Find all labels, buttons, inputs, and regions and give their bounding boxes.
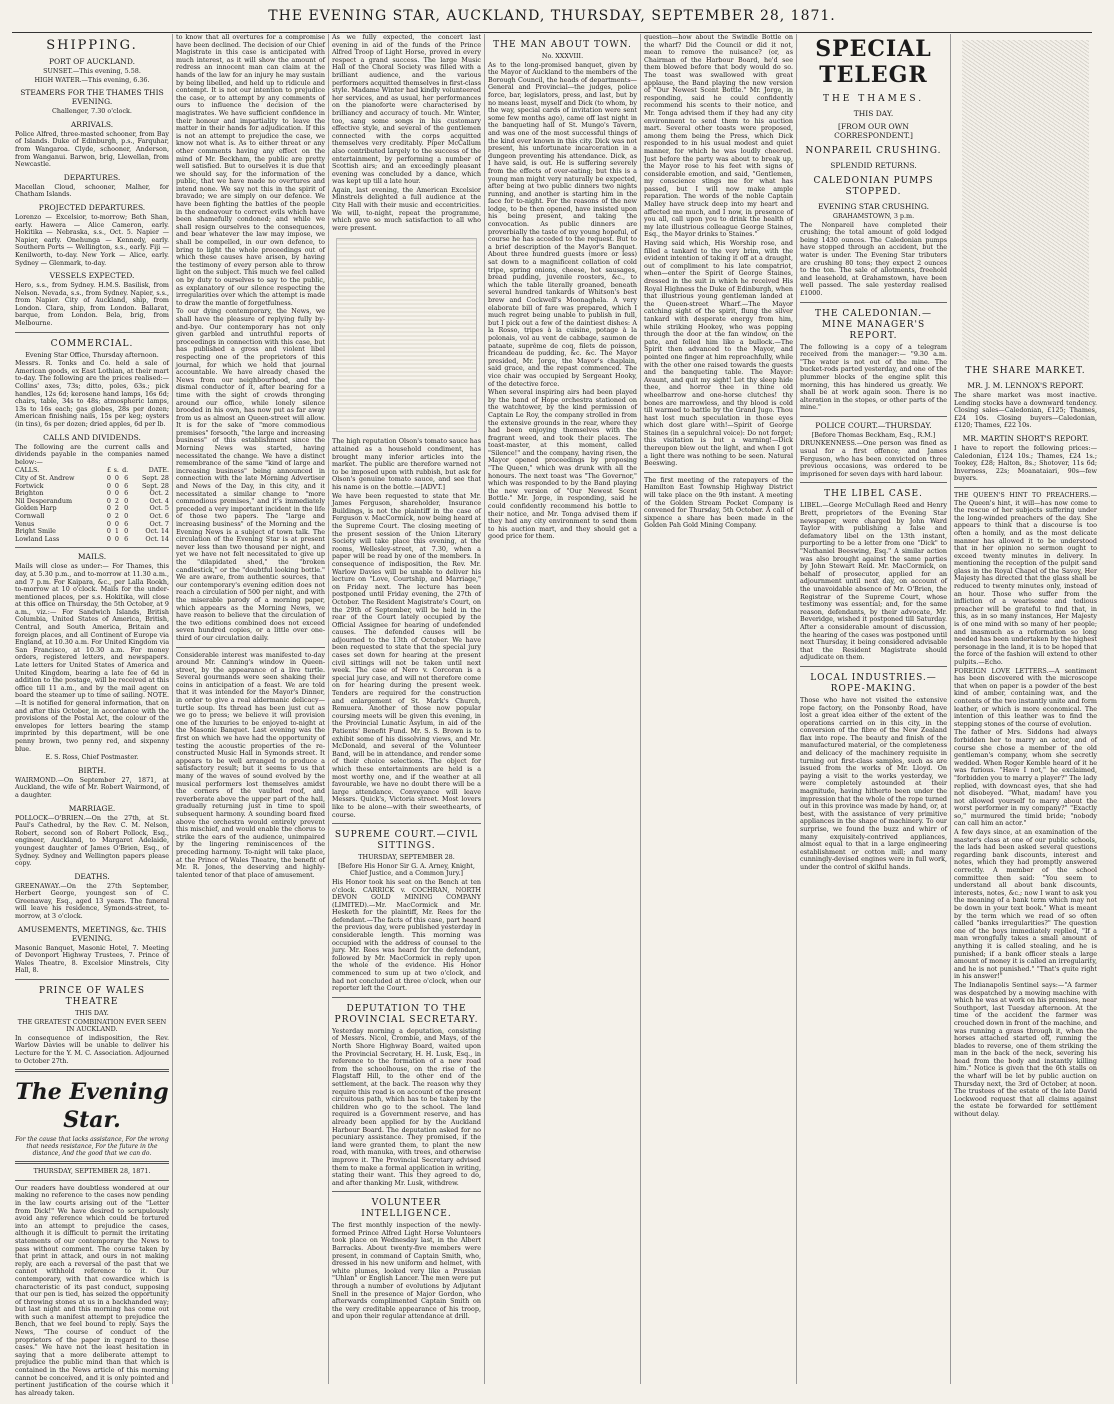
calls-cell: 0 <box>106 481 111 490</box>
high-water: HIGH WATER.—This evening, 6.36. <box>34 75 150 84</box>
calls-col: CALLS. <box>15 466 40 475</box>
headline-caledonian: CALEDONIAN PUMPS STOPPED. <box>813 176 934 197</box>
divider <box>800 482 947 483</box>
departures-heading: DEPARTURES. <box>63 172 121 182</box>
thames-heading: THE THAMES. <box>822 94 925 104</box>
telegram-dateline: GRAHAMSTOWN, 3 p.m. <box>832 212 915 220</box>
paper-name: The Evening Star. <box>15 1079 169 1134</box>
calls-cell: 0 <box>106 519 111 528</box>
siddons-text: The father of Mrs. Siddons had always forbidden her to marry an actor, and of course she chose a member of the old gentleman's company, whom she secretly wedded. When Roger Kemble heard of it he was furious. "Have I not," he exclaimed, "forbidden you to marry a player?" The lady replied, with downcast eyes, that she had not disobeyed. "What, madam! have you not allowed yourself to marry about the worst performer in my company?" "Exactly so," murmured the timid bride; "nobody can call him an actor." <box>954 728 1097 828</box>
commercial-heading: COMMERCIAL. <box>50 338 134 349</box>
leader-text: Our readers have doubtless wondered at our making no reference to the cases now pending in the law courts arising out of the "Letter from Dick!" We have desired to scrupulously avoid any reference which could be tortured into an attempt to prejudice the cases, although it is difficult to permit the irritating statements of our contemporary the News to pass without comment. The course taken by that print in attack, and ours in not making reply, are each a reversal of the past that we cannot withhold reference to it. Our contemporary, with that cowardice which is characteristic of its past conduct, supposing that our pen is tied, has seized the opportunity of throwing stones at us in a backhanded way; but last night and this morning has come out with such a manifest attempt to prejudice the Bench, that we feel bound to reply. Says the News, "The course of conduct of the proprietors of the paper in regard to these cases." We have not the least hesitation in saying that a more deliberate attempt to prejudice the public mind than that which is contained in the News article of this morning cannot be conceived, and it is only pointed and pertinent justification of the course which it has already taken. <box>15 1183 169 1397</box>
calls-body <box>15 475 169 543</box>
divider <box>332 823 481 824</box>
divider <box>176 647 325 648</box>
calls-cell: 0 <box>106 511 111 520</box>
calls-cell: Brighton <box>15 489 44 498</box>
man-about-town-cont-b: Having said which, His Worship rose, and filled a tankard to the very brim, with the evident intention of taking it off at a draught, out of compliment to his late compatriot, when—enter the Spirit of George Staines, dressed in the suit in which he received His Royal Highness the Duke of Edinburgh, when that illustrious young gentleman landed at the Queen-street Wharf.—The Mayor catching sight of the spirit, flung the silver tankard with desperate energy from him, while striking Hookey, who was popping through the door at the fan window, on the pate, and felled him like a bullock.—The Spirit then advanced to the Mayor, and pointed one finger at him reproachfully, while with the other one raised towards the guests and the banqueting table. The Mayor: Avaunt, and quit my sight! Let thy sleep hide thee, and horror thee in thine old wheelbarrow and one-horse clutches! thy bones are marrowless, and thy blood is cold till warmed to battle by the Grand Jugo. Thou hast lost much speculation in those eyes which dost glare with!—Spirit of George Staines (in a sepulchral voice): Do not forget; this visitation is but a warning!—Dick thereupon blew out the light, and when I got a light there was nothing to be seen. Natural Beeswing. <box>644 239 793 468</box>
theatre-heading: PRINCE OF WALES THEATRE <box>38 986 146 1008</box>
this-day: THIS DAY. <box>853 109 894 118</box>
birth-heading: BIRTH. <box>78 765 106 775</box>
calls-cell: 6 <box>124 489 129 498</box>
calls-row <box>15 513 169 521</box>
commercial-sub: Evening Star Office, Thursday afternoon. <box>25 350 159 359</box>
theatre-sub: THE GREATEST COMBINATION EVER SEEN IN AUCKLAND. <box>17 1017 167 1034</box>
divider <box>644 472 793 473</box>
projected-heading: PROJECTED DEPARTURES. <box>38 202 146 212</box>
calls-cell: 0 <box>114 489 119 498</box>
court-heading: SUPREME COURT.—CIVIL SITTINGS. <box>334 830 479 852</box>
volunteer-heading: VOLUNTEER INTELLIGENCE. <box>361 1198 452 1220</box>
calls-cell: 0 <box>114 473 119 482</box>
column-5 <box>640 34 796 1384</box>
calls-cell: 0 <box>124 527 129 536</box>
column-3 <box>328 34 484 1384</box>
calls-cell: Nil Desperandum <box>15 496 73 505</box>
calls-cell: 2 <box>114 511 119 520</box>
calls-cell: Oct. 6 <box>149 511 169 520</box>
police-text: DRUNKENNESS.—One person was fined as usual for a first offence; and James Ferguson, who has been convicted on three previous occasions, was ordered to be imprisoned for seven days with hard labour. <box>800 439 947 478</box>
arrivals-heading: ARRIVALS. <box>70 119 114 129</box>
column-2 <box>172 34 328 1384</box>
man-about-town-number: No. XXXVIII. <box>541 52 584 60</box>
deputation-heading: DEPUTATION TO THE PROVINCIAL SECRETARY. <box>334 1003 479 1025</box>
amusements-heading: AMUSEMENTS, MEETINGS, &c. THIS EVENING. <box>17 924 167 943</box>
calls-cell: 6 <box>124 519 129 528</box>
libel-heading: THE LIBEL CASE. <box>824 489 923 500</box>
projected-text: Lorenzo — Excelsior, to-morrow; Beth Shan, early. Hawera — Alice Cameron, early. Hokitika — Nebraska, s.s., Oct. 5. Napier — Napier, early. Onehunga — Kennedy, early. Southern Ports — Wellington, s.s., early. Fiji — Kenilworth, to-day. New York — Alice, early. Sydney — Glenmark, to-day. <box>15 212 169 267</box>
calls-col: DATE. <box>148 466 169 475</box>
divider <box>954 487 1097 488</box>
calls-text: The following are the current calls and dividends payable in the companies named below:— <box>15 442 169 466</box>
theatre-day: THIS DAY. <box>75 1009 109 1018</box>
mails-heading: MAILS. <box>77 552 107 562</box>
deaths-text: GREENAWAY.—On the 27th September, Herbert George, youngest son of C. Greenaway, Esq., aged 13 years. The funeral will leave his residence, Symonds-street, to-morrow, at 3 o'clock. <box>15 881 169 921</box>
telegram-text: The Nonpareil have completed their crushing; the total amount of gold lodged being 1430 ounces. The Caledonian pumps have stopped through an accident, but the water is under. The Evening Star tributers are crushing 80 tons; they expect 2 ounces to the ton. The sale of allotments, freehold and leasehold, at Grahamstown, have been well passed. The sale yesterday realised £1000. <box>800 220 947 297</box>
calls-cell: 1 <box>114 527 119 536</box>
mails-text: Mails will close as under:— For Thames, this day, at 5.30 p.m., and to-morrow at 11.30 a.m., and 7 p.m. For Kaipara, &c., per Lalla Rookh, to-morrow at 10 o'clock. Mails for the under-mentioned places, per s.s. Hokitika, will close at this office on Thursday, the 5th October, at 9 a.m., viz.:— For Sandwich Islands, British Columbia, United States of America, British, Central, and South America, Britain and foreign places, and all Continent of Europe via England, at 10.30 a.m. For United Kingdom via San Francisco, at 10.30 a.m. For money orders, registered letters, and newspapers. Late letters for United States of America and United Kingdom, bearing a late fee of 6d in addition to the postage, will be received at this office till 11 a.m., and by the mail agent on board the steamer up to time of sailing. NOTE.—It is notified for general information, that on and after this October, in accordance with the provisions of the Postal Act, the colour of the envelopes for letters bearing the stamp imprinted by this department, will be one penny brown, two penny red, and sixpenny blue. <box>15 562 169 753</box>
calls-cell: 6 <box>124 481 129 490</box>
caledonian-text: The following is a copy of a telegram received from the manager:— "9.30 a.m. "The water is not out of the mine. The bucket-rods parted yesterday, and one of the plummer blocks of the engine split this morning, this has hindered us greatly. We shall be at work again soon. There is no alteration in the stopes, or other parts of the mine." <box>800 342 947 412</box>
concert-text: As we fully expected, the concert last evening in aid of the funds of the Prince Alfred Troop of Light Horse, proved in every respect a grand success. The large Music Hall of the Choral Society was filled with a brilliant audience, and the various performers acquitted themselves in first-class style. Madame Winter had kindly volunteered her services, and as usual, her performances on the pianoforte were characterised by brilliancy and accuracy of touch. Mr. Winter, too, sang some songs in his customary effective style, and several of the gentlemen connected with the corps acquitted themselves very creditably. Piper McCallum also contributed largely to the success of the entertainment, by performing a number of Scottish airs; and an exceedingly pleasant evening was concluded by a dance, which was kept up till a late hour. <box>332 33 481 186</box>
calls-table <box>15 467 169 543</box>
queens-hint-text: THE QUEEN'S HINT TO PREACHERS.—The Queen's hint, it will—has now come to the rescue of her subjects suffering under the long-winded preachers of the day. She appears to think that a discourse is too often a homily, and as the most delicate manner has allowed it to be understood that in her opinion no sermon ought to exceed twenty minutes in delivery. In mentioning the reception of the pulpit sand glass in the Royal Chapel of the Savoy, Her Majesty has directed that the glass shall be reduced to twenty minutes only, instead of an hour. Those who suffer from the infliction of a wearisome and tedious preacher will be grateful to find that, in this, as in so many instances, Her Majesty is of one mind with so many of her people; and inasmuch as a reformation so long needed has been undertaken by the highest personage in the land, it is to be hoped that the force of the fashion will extend to other pulpits.—Echo. <box>954 490 1097 666</box>
marriage-text: POLLOCK—O'BRIEN.—On the 27th, at St. Paul's Cathedral, by the Rev. C. M. Nelson, Robert, second son of Robert Pollock, Esq., engineer, Auckland, to Margaret Adelaide, youngest daughter of James O'Brien, Esq., of Sydney. Sydney and Wellington papers please copy. <box>15 813 169 868</box>
correspondent: [FROM OUR OWN CORRESPONDENT.] <box>834 122 913 140</box>
man-about-town-text-a: As to the long-promised banquet, given by the Mayor of Auckland to the members of the Borough Council, the heads of departments—General and Provincial—the judges, police force, bar, legislators, press, and last, but by no means least, myself and Dick (to whom, by the way, special cards of invitation were sent some few months ago), came off last night in the banqueting hall of St. Mungo's Tavern, and was one of the most successful things of the kind ever known in this city. Dick was not present, his unfortunate incarceration in a dungeon preventing his attendance. Dick, as I have said, is out. He is suffering severely from the effects of over-eating; but this is a young man might very naturally be expected, after being at two public dinners two nights running, and another is starting him in the face for to-night. For the reasons of the new lodge, to be then opened, have insisted upon his being present, and taking the convocation. As public dinners are proverbially the taste of my young hopeful, of course he has acceded to the request. But to a brief description of the Mayor's Banquet. About three hundred guests (more or less) sat down to a magnificent collation of cold tripe, spring onions, cheese, hot sausages, bread pudding, juvenile roosters, &c., to which the table literally groaned, beneath several hundred tankards of Whitson's best brew and Cockwell's Moonaghela. A very elaborate bill of fare was prepared, which I much regret being unable to publish in full, but I pick out a few of the daintiest dishes: A la Rosso, tripes à la cuisine, potage à la polonais, vol au vent de cabbage, saumon de pataate, suprême de coq, filets de poisson, fricandeau de pudding, &c. &c. The Mayor presided, Mr. Jorge, the Mayor's chaplain, said grace, and the repast commenced. The vice chair was occupied by Sergeant Hooky, of the detective force. <box>488 60 637 388</box>
divider <box>15 547 169 548</box>
shipping-heading: SHIPPING. <box>46 38 138 53</box>
divider <box>15 979 169 980</box>
local-notes: Considerable interest was manifested to-day around Mr. Canning's window in Queen-street, by the appearance of a live turtle. Several gourmands were seen shaking their coins in anticipation of a feast. We are told that it was intended for the Mayor's Dinner, in order to give a real aldermanic delicacy—turtle soup. Its thread has been just cut as we go to press; we believe it will provision one of the luxuries to be enjoyed to-night at the Masonic Banquet. Last evening was the first on which we have had the opportunity of testing the acoustic properties of the re-constructed Music Hall in Symonds street. It appears to be well arranged to produce a satisfactory result; but it seems to us that many of the waves of sound evolved by the musical performers lost themselves amidst the corners of the vaulted roof, and reverberate above the upper part of the hall, gradually returning just in time to spoil subsequent harmony. A sounding board fixed above the orchestra would entirely prevent this mischief, and would enable the chorus to strike the ears of the audience, unimpaired by the lingering reminiscences of the preceding harmony. To-night will take place, at the Prince of Wales Theatre, the benefit of Mr. R. Jones, the deserving and highly-talented tenor of that place of amusement. <box>176 650 325 879</box>
report2-heading: MR. MARTIN SHORT'S REPORT. <box>962 433 1089 443</box>
local-industries-heading: LOCAL INDUSTRIES.—ROPE-MAKING. <box>810 672 937 694</box>
divider <box>800 416 947 417</box>
leader-dateline: THURSDAY, SEPTEMBER 28, 1871. <box>33 1167 151 1176</box>
divider <box>332 997 481 998</box>
vessels-text: Hero, s.s., from Sydney. H.M.S. Basilisk, from Nelson. Nevada, s.s., from Sydney. Napier, s.s., from Napier. City of Auckland, ship, from London. Clara, ship, from London. Ballarat, barque, from London. Bela, brig, from Melbourne. <box>15 281 169 328</box>
man-about-town-text-b: When several inspiring airs had been played by the band of Hope orchestra stationed on the watchtower, by the kind permission of Captain Le Roy, the company strolled in from the extensive grounds in the rear, where they had been enjoying themselves with the fragrant weed, and took their places. The toast-master, at this moment, called "Silence!" and the company, having risen, the Mayor opened proceedings by proposing "The Queen," which was drunk with all the honours. The next toast was "The Governor," which was responded to by the Band playing the new version of "Our Newest Scent Bottle." Mr. Jorge, in responding, said he could confidently recommend his bottle to their notice, and Mr. Tonga advised them if they had any city environment to send them to his auction mart, and they should get a good price for them. <box>488 388 637 541</box>
report2-text: I have to report the following prices:—Caledonian, £124 10s.; Thames, £24 1s.; Tookey, £28; Halton, 8s.; Shotover, 11s 6d; Inverness, 22s; Moanataiari, 90s—few buyers. <box>954 443 1097 483</box>
divider <box>15 332 169 333</box>
court-text: His Honor took his seat on the Bench at ten o'clock. CARRICK v. COCHRAN, NORTH DEVON GOLD MINING COMPANY (LIMITED).—Mr. MacCormick and Mr. Hesketh for the plaintiff, Mr. Rees for the defendant.—The facts of this case, part heard the previous day, were published yesterday in considerable length. This morning was occupied with the address of counsel to the jury. Mr. Rees was heard for the defendant, followed by Mr. MacCormick in reply upon the whole of the evidence. His Honor commenced to sum up at two o'clock, and had not concluded at three o'clock, when our reporter left the Court. <box>332 877 481 993</box>
minstrels-text: Again, last evening, the American Excelsior Minstrels delighted a full audience at the City Hall with their music and eccentricities. We will, to-night, repeat the programme, which gave so much satisfaction to all who were present. <box>332 185 481 232</box>
theatre-text: In consequence of indisposition, the Rev. Warlow Davies will be unable to deliver his Lecture for the Y. M. C. Association. Adjourned to October 27th. <box>15 1033 169 1065</box>
court-sub: [Before His Honor Sir G. A. Arney, Knight, Chief Justice, and a Common Jury.] <box>338 861 475 878</box>
share-market-heading: THE SHARE MARKET. <box>965 366 1086 376</box>
calls-cell: Oct. 2 <box>149 489 169 498</box>
calls-cell: 0 <box>106 489 111 498</box>
caledonian-heading: THE CALEDONIAN.—MINE MANAGER'S REPORT. <box>815 308 932 341</box>
calls-cell: 0 <box>124 496 129 505</box>
calls-cell: Venus <box>15 519 35 528</box>
sentinel-text: The Indianapolis Sentinel says:—"A farmer was despatched by a mowing machine with which he was at work on his premises, near Southport, last Tuesday afternoon. At the time of the accident the farmer was crouched down in front of the machine, and was running a grass through it, when the horses attached started off, running the blades to reverse, one of them striking the man in the back of the neck, severing his head from the body and instantly killing him." Notice is given that the 6th stalls on the wharf will be let by public auction on Thursday next, the 3rd of October, at noon. The trustees of the estate of the late David Lockwood request that all claims against the estate be forwarded for settlement without delay. <box>954 980 1097 1119</box>
leader-cont-a: to know that all overtures for a compromise have been declined. The decision of our Chief Magistrate in this case is anticipated with much interest, as it will show the amount of redress an innocent man can claim at the hands of the law for an injury he may sustain by being libelled, and held up to ridicule and contempt. It is not our intention to prejudice the case, or to attempt by any comments of ours to influence the decision of the magistrates. We have sufficient confidence in their honour and impartiality to leave the matter in their hands for adjudication. If this is not an attempt to prejudice the case, we know not what is. As to either threat or any other comments having any effect on the mind of Mr. Beckham, the public are pretty well satisfied. But to ourselves it is due that we should say, for the information of the public, that we have made no overtures and intend none. We say not this in the spirit of bravado; we are simply on our defence. We have been fighting the battles of the people in the endeavour to correct evils which have been shamefully condoned; and while we shall resign ourselves to the consequences, and bear whatever the law may impose, we shall be compelled, in our own defence, to bring to light the whole proceedings out of which these causes have arisen, by having the testimony of every person able to throw light on the subject. This much we feel called on by duty to ourselves to say to the public, as explanatory of our silence respecting the irregularities over which the attempt is made to draw the mantle of forgetfulness. <box>176 33 325 307</box>
masthead <box>12 8 1092 33</box>
calls-cell: 6 <box>124 534 129 543</box>
calls-cell: Oct. 7 <box>149 519 169 528</box>
column-1 <box>12 34 172 1397</box>
motto: For the cause that lacks assistance, For the wrong that needs resistance, For the future in the distance, And the good that we can do. <box>15 1136 169 1158</box>
calls-cell: 2 <box>114 496 119 505</box>
police-sub: [Before Thomas Beckham, Esq., R.M.] <box>811 430 936 439</box>
mails-sign: E. S. Ross, Chief Postmaster. <box>45 753 139 762</box>
calls-cell: Sept. 28 <box>141 473 169 482</box>
divider <box>332 1191 481 1192</box>
calls-cell: 0 <box>106 527 111 536</box>
calls-cell: 0 <box>106 534 111 543</box>
column-7 <box>950 34 1100 1384</box>
man-about-town-heading: THE MAN ABOUT TOWN. <box>493 40 632 50</box>
newspaper-page <box>12 8 1102 1397</box>
calls-col: £ <box>106 466 111 475</box>
calls-col: s. <box>113 466 119 475</box>
school-text: A few days since, at an examination of the master's class at one of our public schools, the lads had been asked several questions regarding bank discounts, interest and notes, which they had promptly answered correctly. A member of the school committee then said: "You seem to understand all about bank discounts, interests, notes, &c.; now I want to ask you the meaning of a bank term which may not be down in your text book." What is meant by the term which we read of so often called "banks irregularities?" The question one of the boys immediately replied, "If a man wrongfully takes a small amount of anything it is called stealing, and he is punished; if a bank officer steals a large amount of money it is called an irregularity, and he is not punished." "That's quite right in his answer!" <box>954 828 1097 981</box>
calls-cell: Sept. 28 <box>141 481 169 490</box>
meetings-text: The first meeting of the ratepayers of the Hamilton East Township Highway District will take place on the 9th instant. A meeting of the Golden Stream Pocket Company is convened for Thursday, 5th October. A call of sixpence a share has been made in the Golden Pah Gold Mining Company. <box>644 475 793 530</box>
calls-cell: Oct. 14 <box>145 534 169 543</box>
calls-cell: Lowland Lass <box>15 534 60 543</box>
special-telegram-heading: SPECIAL TELEGR <box>815 36 932 88</box>
faded-print-area <box>336 238 477 432</box>
court-date: THURSDAY, SEPTEMBER 28. <box>358 853 455 862</box>
birth-text: WAIRMOND.—On September 27, 1871, at Auckland, the wife of Mr. Robert Wairmond, of a daughter. <box>15 775 169 799</box>
column-6 <box>796 34 950 1384</box>
calls-cell: 0 <box>114 534 119 543</box>
calls-cell: Bright Smile <box>15 527 56 536</box>
vessels-heading: VESSELS EXPECTED. <box>49 271 135 281</box>
commercial-text: Messrs. R. Tonks and Co. held a sale of American goods, ex East Lothian, at their mart to-day. The following are the prices realised:—Collins' axes, 73s; ditto, poles, 63s.; pick handles, 12s 6d; kerosene hand lamps, 16s 6d; chairs, table, 34s to 48s; atmospheric lamps, 13s to 16s each; gas globes, 28s per dozen; American finishing nails, 15s per keg; oysters (in tins), 6s per dozen; dried apples, 6d per lb. <box>15 359 169 428</box>
foreign-letters-text: FOREIGN LOVE LETTERS.—A sentiment has been discovered with the microscope that when on paper is a powder of the best kind of amber, containing wax, and the contents of the two instantly unite and form leather, or which is more economical. The intention of this leather was to find the stepping stones of the course of evolution. <box>954 666 1097 728</box>
calls-col: d. <box>122 466 129 475</box>
divider <box>15 1180 169 1181</box>
calls-cell: Oct. 14 <box>145 527 169 536</box>
calls-cell: City of St. Andrew <box>15 473 75 482</box>
columns <box>12 33 1102 1397</box>
report-text: The share market was most inactive. Lending stocks have a downward tendency. Closing sales—Caledonian, £125; Thames, £24 10s. Closing buyers—Caledonian, £120; Thames, £22 10s. <box>954 391 1097 430</box>
man-about-town-cont-a: question—how about the Swindle Bottle on the wharf? Did the Council or did it not, mean to remove the nuisance? (or, as Chairman of the Harbour Board, he'd see them blowed before that body would do so. The toast was swallowed with great applause, the Band playing the new version of "Our Newest Scent Bottle." Mr. Jorge, in responding, said he could confidently recommend his scents to their notice, and Mr. Tonga advised them if they had any city environment to send them to his auction mart. Several other toasts were proposed, among them being the Press, which Dick responded to in his usual modest and quiet manner, for which he was loudly cheered. Just before the party was about to break up, the Mayor rose to his feet with signs of considerable emotion, and said, "Gentlemen, my conscience stings me for what has passed, but I will now make ample reparation. The words of the noble Captain Malley have struck deep into my heart and affected me much, and I now, in presence of you all, call upon you to drink the health of my late illustrious colleague George Staines, Esq., the Mayor drinks to Staines." <box>644 33 793 239</box>
calls-cell: 0 <box>106 473 111 482</box>
calls-row <box>15 536 169 544</box>
local-industries-text: Those who have not visited the extensive rope factory, on the Ponsonby Road, have lost a great idea either of the extent of the operations carried on in this city, in the conversion of the fibre of the New Zealand flax into rope. The beauty and finish of the manufactured material, or the completeness and delicacy of the machinery requisite in turning out first-class samples, such as are issued from the works of Mr. Lloyd. On paying a visit to the works yesterday, we were completely astounded at their magnitude, having hitherto been under the impression that the whole of the rope turned out in this province was made by hand, or, at best, with the assistance of very primitive appliances in the shape of machinery. To our surprise, we found the buzz and whirr of many exquisitely-contrived appliances, almost equal to that in a large engineering establishment or cotton mill; and many cunningly-devised engines were in full work, under the control of skilful hands. <box>800 695 947 871</box>
calls-cell: Fortwick <box>15 481 44 490</box>
calls-cell: 0 <box>124 504 129 513</box>
arrivals-text: Police Alfred, three-masted schooner, from Bay of Islands. Duke of Edinburgh, p.s., Farquhar, from Wangaroa. Clyde, schooner, Anderson, from Wanganui. Barwon, brig, Llewellan, from Newcastle. <box>15 129 169 169</box>
port-heading: PORT OF AUCKLAND. <box>48 57 135 66</box>
deaths-heading: DEATHS. <box>74 871 110 881</box>
steamers-text: Challenger, 7.30 o'clock. <box>52 107 132 116</box>
calls-cell: 2 <box>114 504 119 513</box>
calls-cell: Oct. 5 <box>149 504 169 513</box>
calls-cell: 0 <box>106 496 111 505</box>
report-heading: MR. J. M. LENNOX'S REPORT. <box>967 381 1084 390</box>
headline-returns: SPLENDID RETURNS. <box>830 161 917 170</box>
smudged-print-area <box>962 40 1089 360</box>
calls-cell: Oct. 4 <box>149 496 169 505</box>
calls-cell: 6 <box>124 473 129 482</box>
notices-text: We have been requested to state that Mr. James Ferguson, shareholder, Insurance Buildings, is not the plaintiff in the case of Ferguson v. MacCormick, now being heard at the Supreme Court. The closing meeting of the present session of the Union Literary Society will take place this evening, at the rooms, Wellesley-street, at 7.30, when a paper will be read by one of the members. In consequence of indisposition, the Rev. Mr. Warlow Davies will be unable to deliver his lecture on "Love, Courtship, and Marriage," on Friday next. The lecture has been postponed until Friday evening, the 27th of October. The Resident Magistrate's Court, on the 29th of September, will be held in the rear of the Court lately occupied by the Official Assignee for hearing of undefended causes. The defended causes will be adjourned to the 13th of October. We have been requested to state that the special jury cases set down for hearing at the present civil sittings will not be taken until next week. The case of Nero v. Corcoran is a special jury case, and will not therefore come on for hearing during the present week. Tenders are required for the construction and enlargement of St. Mark's Church, Remuera. Another of those now popular coursing meets will be given this evening, in the Provincial Lunatic Asylum, in aid of the Patients' Benefit Fund. Mr. S. S. Brown is to exhibit some of his dissolving views, and Mr. McDonald, and several of the Volunteer Band, will be in attendance, and render some of their choice selections. The object for which these entertainments are held is a most worthy one, and if the weather at all favourable, we have no doubt there will be a large attendance. Conveyance will leave Messrs. Quick's, Victoria street. Most lovers like to be alone—with their sweethearts, of course. <box>332 491 481 819</box>
marriage-heading: MARRIAGE. <box>68 803 116 813</box>
column-4 <box>484 34 640 1384</box>
calls-heading: CALLS AND DIVIDENDS. <box>43 432 141 442</box>
departures-text: Macellan Cloud, schooner, Malher, for Chatham Islands. <box>15 182 169 199</box>
masthead-title: THE EVENING STAR, AUCKLAND, THURSDAY, SEPTEMBER 28, 1871. <box>268 8 836 24</box>
calls-cell: 0 <box>106 504 111 513</box>
calls-cell: Golden Harp <box>15 504 57 513</box>
sunset: SUNSET.—This evening, 5.58. <box>43 67 141 75</box>
divider <box>15 1069 169 1072</box>
calls-cell: 0 <box>124 511 129 520</box>
headline-nonpareil: NONPAREIL CRUSHING. <box>805 146 942 156</box>
deputation-text: Yesterday morning a deputation, consisting of Messrs. Nicol, Crombie, and Mays, of the North Shore Highway Board, waited upon the Provincial Secretary, H. H. Lusk, Esq., in reference to the formation of a new road from the schoolhouse, on the rise of the Flagstaff Hill, to the other end of the settlement, at the back. The reason why they require this road is on account of the present circuitous path, which has to be taken by the children who go to the school. The land required is a Government reserve, and has already been applied for by the Auckland Harbour Board. The deputation asked for no pecuniary assistance. They promised, if the land were granted them, to plant the new road, with manuka, with trees, and otherwise improve it. The Provincial Secretary advised them to make a formal application in writing, stating their want. This they agreed to do, and after thanking Mr. Lusk, withdrew. <box>332 1026 481 1187</box>
steamers-heading: STEAMERS FOR THE THAMES THIS EVENING. <box>20 88 164 107</box>
volunteer-text: The first monthly inspection of the newly-formed Prince Alfred Light Horse Volunteers took place on Wednesday last, in the Albert Barracks. About twenty-five members were present, in command of Captain Smith, who, dressed in his new uniform and helmet, with white plumes, looked very like a Prussian "Uhlan" or English Lancer. The men were put through a number of evolutions by Adjutant Snell in the presence of Major Gordon, who afterwards complimented Captain Smith on the very creditable appearance of his troop, and upon their regular attendance at drill. <box>332 1221 481 1321</box>
divider <box>15 1161 169 1164</box>
advert-text: The high reputation Olson's tomato sauce has attained as a household condiment, has brought many inferior articles into the market. The public are therefore warned not to be imposed upon with rubbish, but ask for Olson's genuine tomato sauce, and see that his name is on the bottle.—[ADVT.] <box>332 437 481 491</box>
calls-cell: 0 <box>114 481 119 490</box>
divider <box>800 302 947 303</box>
calls-cell: Cornwall <box>15 511 45 520</box>
libel-text: LIBEL.—George McCullagh Reed and Henry Brett, proprietors of the Evening Star newspaper, were charged by John Ward Taylor with publishing a false and defamatory libel on the 13th instant, purporting to be a letter from one "Dick" to "Nathaniel Beeswing, Esq." A similar action was also brought against the same parties by John Stewart Reid. Mr. MacCormick, on behalf of prosecutor, applied for an adjournment until next day, on account of the unavoidable absence of Mr. O'Brien, the Registrar of the Supreme Court, whose testimony was essential; and, for the same reason, defendants, by their advocate, Mr. Beveridge, wished it postponed till Saturday. After a considerable amount of discussion, the hearing of the cases was postponed until next Thursday, it being considered advisable that the Resident Magistrate should adjudicate on them. <box>800 501 947 662</box>
divider <box>800 666 947 667</box>
headline-evening-star: EVENING STAR CRUSHING. <box>817 202 930 211</box>
calls-cell: 0 <box>114 519 119 528</box>
amusements-text: Masonic Banquet, Masonic Hotel, 7. Meeting of Devonport Highway Trustees, 7. Prince of Wales Theatre, 8. Excelsior Minstrels, City Hall, 8. <box>15 943 169 975</box>
police-heading: POLICE COURT.—THURSDAY. <box>815 420 932 430</box>
leader-cont-b: To our dying contemporary, the News, we shall have the pleasure of replying fully by-and-bye. Our contemporary has not only given garbled and untruthful reports of proceedings in connection with this case, but has published a gross and violent libel respecting one of the proprietors of this journal, for which we hold that journal accountable. We have already chased the News from our neighbourhood, and the dismal conductor of it, after bearing for a time with the sight of crowds thronging around our office, while lonely silence brooded in his own, has now put as far away from us as almost an Queen-street will allow. It is for the sake of "more commodious premises" forsooth, "the large and increasing business" of this establishment since the Morning News was started, having necessitated the change. We have a distinct remembrance of the same "kind of large and increasing business" being announced in connection with the late Morning Advertiser and News of the Day, in this city, and it necessitated a similar change to "more commodious premises," and it's immediately preceded a very important incident in the life of those two papers. The "large and increasing business" of the Morning and the Evening News is a subject of town talk. The circulation of the Evening Star is at present never less than two thousand per night, and yet we have not felt necessitated to give up the "dilapidated shed," the "broken candlestick," or the "doubtful looking bottle." We are aware, from authentic sources, that our contemporary's evening edition does not reach a circulation of 500 per night, and with the miserable parody of a morning paper, which appears as the Morning News, we have reason to believe that the circulation of the two editions combined does not exceed seven hundred copies, or a little over one-third of our circulation daily. <box>176 307 325 642</box>
